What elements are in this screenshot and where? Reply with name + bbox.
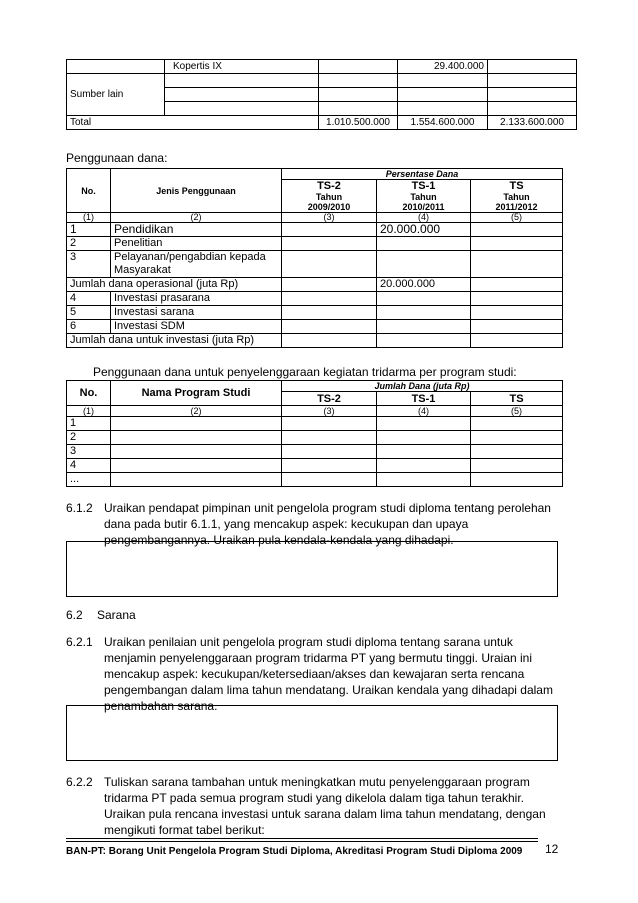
- cell-ts2: [282, 334, 377, 348]
- header-ts-tahun: Tahun: [503, 192, 530, 202]
- header-ts2-tahun: Tahun: [315, 192, 343, 202]
- row-no: ...: [67, 473, 111, 487]
- table-row: [67, 320, 563, 334]
- section-621-line: menjamin penyelenggaraan program tridarma PT yang bermutu tinggi. Uraian ini: [104, 651, 533, 665]
- row-name: Investasi SDM: [111, 320, 282, 334]
- answer-box-621[interactable]: [66, 705, 558, 761]
- cell-ts1: [377, 237, 471, 251]
- cell-ts: [488, 74, 577, 88]
- total-label: Total: [67, 116, 319, 130]
- header-ts2-year: 2009/2010: [307, 202, 351, 212]
- sources-table: [66, 59, 577, 130]
- cell-ts2: [319, 88, 398, 102]
- cell-ts2: [282, 320, 377, 334]
- table-row: [67, 237, 563, 251]
- table-row: [67, 431, 563, 445]
- subtotal-label: Jumlah dana operasional (juta Rp): [67, 278, 282, 292]
- col-number: (1): [67, 406, 111, 417]
- row-name: Investasi prasarana: [111, 292, 282, 306]
- row-no: 5: [67, 306, 111, 320]
- header-ts1: TS-1: [377, 392, 471, 406]
- row-no: 1: [67, 223, 111, 237]
- cell-ts: [471, 278, 563, 292]
- row-no: 4: [67, 459, 111, 473]
- source-label: [67, 60, 165, 74]
- subtotal-row: [67, 334, 563, 348]
- source-sub: [165, 88, 319, 102]
- header-ts-year: 2011/2012: [495, 202, 538, 212]
- column-number-row: [67, 213, 563, 223]
- cell-ts2: [282, 306, 377, 320]
- program-table: [66, 380, 563, 487]
- row-no: 2: [67, 431, 111, 445]
- table-row: [67, 459, 563, 473]
- source-sub: [165, 102, 319, 116]
- row-no: 3: [67, 251, 111, 278]
- cell-ts1: [377, 334, 471, 348]
- section-622-line: tridarma PT pada semua program studi yang dikelola dalam tiga tahun terakhir.: [104, 791, 525, 805]
- header-ts2-label: TS-2: [317, 180, 341, 192]
- source-sub: Kopertis IX: [165, 60, 319, 74]
- col-number: (3): [282, 406, 377, 417]
- subtotal-row: [67, 278, 563, 292]
- cell-ts2: [282, 251, 377, 278]
- row-no: 1: [67, 417, 111, 431]
- cell-ts2: [282, 223, 377, 237]
- header-ts1: [377, 180, 471, 213]
- col-number: (5): [471, 406, 563, 417]
- cell-ts: [471, 306, 563, 320]
- answer-box-612[interactable]: [66, 541, 558, 597]
- section-621-line: pengembangan dalam lima tahun mendatang. Uraikan kendala yang dihadapi dalam: [104, 683, 553, 697]
- source-label: Sumber lain: [67, 74, 165, 116]
- section-621-line: mencakup aspek: kecukupan/ketersediaan/akses dan kewajaran serta rencana: [104, 667, 525, 681]
- section-612-line: dana pada butir 6.1.1, yang mencakup aspek: kecukupan dan upaya: [104, 517, 469, 531]
- header-ts1-year: 2010/2011: [402, 202, 445, 212]
- cell-ts1: [377, 251, 471, 278]
- table-row: [67, 417, 563, 431]
- cell-ts1: 20.000.000: [377, 223, 471, 237]
- row-no: 6: [67, 320, 111, 334]
- section-612-line: pengembangannya. Uraikan pula kendala-kendala yang dihadapi.: [104, 533, 454, 547]
- row-name: Penelitian: [111, 237, 282, 251]
- col-number: (4): [377, 213, 471, 223]
- cell-ts2: [282, 278, 377, 292]
- section-621-number: 6.2.1: [66, 635, 93, 649]
- cell-ts2: [319, 102, 398, 116]
- header-ts2: [282, 180, 377, 213]
- row-name: Investasi sarana: [111, 306, 282, 320]
- program-heading: Penggunaan dana untuk penyelenggaraan kegiatan tridarma per program studi:: [93, 365, 517, 379]
- page-number: 12: [545, 842, 559, 856]
- section-612-line: Uraikan pendapat pimpinan unit pengelola program studi diploma tentang perolehan: [104, 501, 551, 515]
- header-jenis: Jenis Penggunaan: [111, 169, 282, 213]
- cell-ts1: 29.400.000: [398, 60, 488, 74]
- cell-ts: [471, 292, 563, 306]
- cell-ts: [488, 102, 577, 116]
- cell-ts: [471, 251, 563, 278]
- cell-ts: [488, 60, 577, 74]
- section-622-number: 6.2.2: [66, 775, 93, 789]
- header-no: No.: [67, 381, 111, 406]
- cell-ts: [471, 223, 563, 237]
- cell-ts1: [398, 102, 488, 116]
- col-number: (5): [471, 213, 563, 223]
- source-sub: [165, 74, 319, 88]
- col-number: (1): [67, 213, 111, 223]
- header-ts: [471, 180, 563, 213]
- subtotal-label: Jumlah dana untuk investasi (juta Rp): [67, 334, 282, 348]
- section-622-line: Uraikan pula rencana investasi untuk sarana dalam lima tahun mendatang, dengan: [104, 807, 546, 821]
- total-ts: 2.133.600.000: [488, 116, 577, 130]
- table-row: [67, 60, 577, 74]
- cell-ts1: [398, 74, 488, 88]
- cell-ts1: [398, 88, 488, 102]
- cell-ts2: [282, 292, 377, 306]
- section-62-number: 6.2: [66, 608, 83, 622]
- cell-ts: [471, 320, 563, 334]
- cell-ts: [471, 334, 563, 348]
- cell-ts1: [377, 306, 471, 320]
- table-row: [67, 251, 563, 278]
- usage-heading: Penggunaan dana:: [66, 151, 168, 165]
- total-ts2: 1.010.500.000: [319, 116, 398, 130]
- section-612-number: 6.1.2: [66, 501, 93, 515]
- cell-ts2: [319, 74, 398, 88]
- col-number: (4): [377, 406, 471, 417]
- table-row: [67, 223, 563, 237]
- row-no: 3: [67, 445, 111, 459]
- row-name: Pendidikan: [111, 223, 282, 237]
- table-row: [67, 292, 563, 306]
- table-row: [67, 445, 563, 459]
- cell-ts1: [377, 320, 471, 334]
- cell-ts1: [377, 292, 471, 306]
- header-jumlah: Jumlah Dana (juta Rp): [282, 381, 563, 392]
- cell-ts2: [319, 60, 398, 74]
- total-row: [67, 116, 577, 130]
- cell-ts: [488, 88, 577, 102]
- col-number: (2): [111, 213, 282, 223]
- table-row: [67, 306, 563, 320]
- footer-divider: [66, 841, 538, 842]
- table-row: [67, 473, 563, 487]
- total-ts1: 1.554.600.000: [398, 116, 488, 130]
- header-ts2: TS-2: [282, 392, 377, 406]
- column-number-row: [67, 406, 563, 417]
- cell-ts1: 20.000.000: [377, 278, 471, 292]
- header-no: No.: [67, 169, 111, 213]
- section-621-line: penambahan sarana.: [104, 699, 218, 713]
- section-622-line: mengikuti format tabel berikut:: [104, 823, 265, 837]
- usage-table: [66, 168, 563, 348]
- header-ts: TS: [471, 392, 563, 406]
- footer-divider: [66, 838, 538, 839]
- header-ts1-label: TS-1: [411, 180, 436, 192]
- header-persentase: Persentase Dana: [282, 169, 563, 180]
- section-622-line: Tuliskan sarana tambahan untuk meningkatkan mutu penyelenggaraan program: [104, 775, 530, 789]
- header-nama: Nama Program Studi: [111, 381, 282, 406]
- table-row: [67, 74, 577, 88]
- row-no: 4: [67, 292, 111, 306]
- cell-ts: [471, 237, 563, 251]
- row-no: 2: [67, 237, 111, 251]
- header-ts-label: TS: [509, 180, 524, 192]
- header-ts1-tahun: Tahun: [410, 192, 437, 202]
- col-number: (3): [282, 213, 377, 223]
- footer-text: BAN-PT: Borang Unit Pengelola Program Studi Diploma, Akreditasi Program Studi Diploma 2009: [66, 846, 523, 857]
- section-621-line: Uraikan penilaian unit pengelola program studi diploma tentang sarana untuk: [104, 635, 513, 649]
- section-62-title: Sarana: [97, 608, 136, 622]
- cell-ts2: [282, 237, 377, 251]
- row-name: Pelayanan/pengabdian kepada Masyarakat: [111, 251, 282, 278]
- col-number: (2): [111, 406, 282, 417]
